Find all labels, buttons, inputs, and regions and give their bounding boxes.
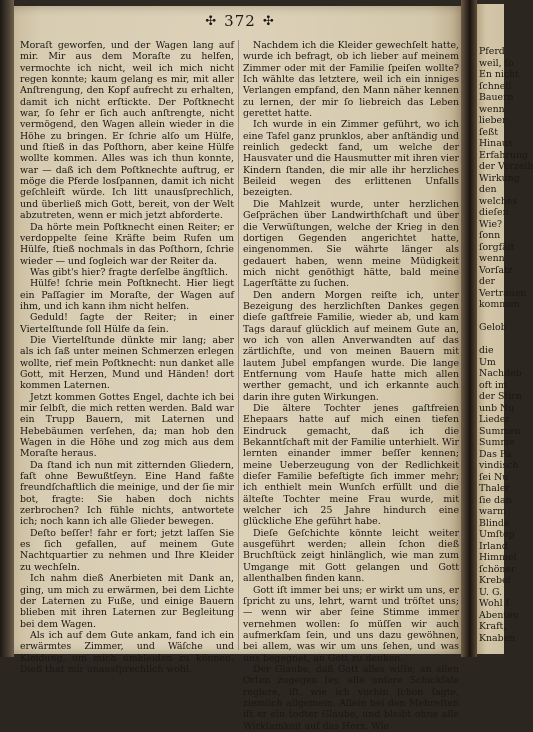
next-page-fragment: ſorgfält bbox=[479, 241, 515, 253]
paragraph: Jetzt kommen Gottes Engel, dachte ich bei mir ſelbſt, die mich retten werden. Bald war ein Trupp Bauern, mit Laternen und Hebebäumen verſehen, da; man hob den Wagen in die Höhe und zog mich aus dem Moraſte heraus. bbox=[20, 391, 234, 460]
next-page-fragment: Summe bbox=[479, 437, 515, 448]
next-page-fragment: Lieder bbox=[479, 414, 510, 425]
next-page-fragment: Irland bbox=[479, 540, 508, 552]
paragraph: Als ich auf dem Gute ankam, fand ich ein erwärmtes Zimmer, und Wäſche und Kleidung, um mich umkleiden zu können. Dieß that mir unausſprechlich wohl. bbox=[20, 629, 234, 675]
paragraph: Den andern Morgen reiſte ich, unter Bezeigung des herzlichſten Dankes gegen dieſe gaſtfreie Familie, wieder ab, und kam Tags darauf glücklich auf meinem Gute an, wo ich von allen Anverwandten auf das zärtlichſte, und von meinen Bauern mit lautem Jubel empfangen wurde. Die lange Entfernung vom Hauſe hatte mich allen werther gemacht, und ich erkannte auch darin ihre guten Wirkungen. bbox=[243, 289, 459, 403]
next-page-fragment: warm bbox=[479, 506, 506, 517]
header-ornament-left: ✣ bbox=[205, 14, 218, 29]
next-page-fragment: Himmel bbox=[479, 552, 517, 563]
paragraph: Deſto beſſer! fahr er fort; jetzt laſſen Sie es ſich gefallen, auf meinem Gute Nachtquartier zu nehmen und Ihre Kleider zu wechſeln. bbox=[20, 527, 234, 573]
left-page-edge bbox=[0, 0, 14, 657]
next-page-fragment: Wie? bbox=[479, 218, 503, 230]
paragraph: Moraſt geworfen, und der Wagen lang auf mir. Mir aus dem Moraſte zu helfen, vermochte ich nicht, weil ich mich nicht regen konnte; kaum gelang es mir, mit aller Anſtrengung, den Kopf aufrecht zu erhalten, damit ich nicht erſtickte. Der Poſtknecht war, ſo ſehr er ſich auch anſtrengte, nicht vermögend, den Wagen allein wieder in die Höhe zu bringen. Er ſchrie alſo um Hülfe, und ſtieß in das Poſthorn, aber keine Hülfe wollte kommen. Alles was ich thun konnte, war — daß ich dem Poſtknechte auftrug, er möge die Pferde losſpannen, damit ich nicht geſchleift würde. Ich litt unausſprechlich, und überließ mich Gott, bereit, von der Welt abzutreten, wenn er mich jetzt abforderte. bbox=[20, 40, 234, 222]
next-page-fragment: der bbox=[479, 276, 496, 287]
paragraph: Ich nahm dieß Anerbieten mit Dank an, ging, um mich zu erwärmen, bei dem Lichte der Laternen zu Fuße, und einige Bauern blieben mit ihren Laternen zur Begleitung bei dem Wagen. bbox=[20, 573, 234, 630]
paragraph: Der Glaube, daß Gott alles wiſſe, an allen Orten zugegen ſey, alle unſere Schickſale regiere, iſt, wie ich vorhin ſchon ſagte, ziemlich allgemein. Allein bei den Mehreſten iſt er ein todter Glaube, und bleibt ohne alle Wirkſamkeit auf das Herz. Wie bbox=[243, 663, 459, 732]
next-page-fragment: En nicht bbox=[479, 69, 519, 80]
next-page-fragment: Blinde bbox=[479, 517, 510, 529]
next-page-fragment: ſeßt bbox=[479, 126, 499, 138]
next-page-fragment: kommen bbox=[479, 299, 520, 310]
next-page-fragment: Abenteu bbox=[479, 609, 519, 621]
right-text-column bbox=[243, 40, 459, 732]
next-page-fragment: Nachdeb bbox=[479, 368, 522, 379]
next-page-fragment: die bbox=[479, 345, 494, 356]
left-text-column bbox=[20, 40, 234, 675]
next-page-fragment: Wirkung bbox=[479, 172, 520, 184]
next-page-fragment: ſonn bbox=[479, 230, 501, 241]
next-page-fragment: Krebel bbox=[479, 575, 511, 586]
next-page-fragment: ſei Nu bbox=[479, 471, 509, 483]
next-page-fragment: Thaler bbox=[479, 483, 510, 494]
next-page-fragment: den bbox=[479, 184, 497, 195]
next-page-fragment: ſchöner bbox=[479, 563, 516, 575]
page-number-line bbox=[14, 12, 466, 30]
paragraph: Die ältere Tochter jenes gaſtfreien Ehepaars hatte auf mich einen tiefen Eindruck gemacht, daß ich die Bekanntſchaft mit der Familie unterhielt. Wir lernten einander immer beſſer kennen; meine Ueberzeugung von der Redlichkeit dieſer Familie befeſtigte ſich immer mehr; ich enthielt mein Wunſch erfüllt und die älteſte Tochter meine Frau wurde, mit welcher ich 25 Jahre hindurch eine glückliche Ehe geführt habe. bbox=[243, 403, 459, 528]
page-header bbox=[14, 10, 466, 34]
paragraph: Ich wurde in ein Zimmer geführt, wo ich eine Tafel ganz prunklos, aber anſtändig und reinlich gedeckt fand, um welche der Hausvater und die Hausmutter mit ihren vier Kindern ſtanden, die mir alle ihr herzliches Beileid wegen des erlittenen Unfalls bezeigten. bbox=[243, 119, 459, 199]
next-page-fragment: Pferd bbox=[479, 46, 505, 57]
next-page-fragment-list bbox=[479, 46, 533, 644]
paragraph: Nachdem ich die Kleider gewechſelt hatte, wurde ich befragt, ob ich lieber auf meinem Zimmer oder mit der Familie ſpeiſen wollte? Ich wählte das letztere, weil ich ein inniges Verlangen empfand, den Mann näher kennen zu lernen, der mir ſo liebreich das Leben gerettet hatte. bbox=[243, 40, 459, 120]
next-page-fragment: dieſen bbox=[479, 207, 509, 218]
next-page-fragment: Gelob bbox=[479, 322, 507, 333]
next-page-fragment: Summen bbox=[479, 425, 521, 437]
next-page-fragment bbox=[479, 311, 519, 323]
next-page-fragment: Hinaus bbox=[479, 138, 513, 149]
next-page-fragment: Kraft, bbox=[479, 621, 507, 632]
paragraph: Da hörte mein Poſtknecht einen Reiter; er verdoppelte ſeine Kräfte beim Rufen um Hülfe, ſtieß nochmals in das Poſthorn, ſchrie wieder — und ſogleich war der Reiter da. bbox=[20, 221, 234, 267]
paragraph: Hülfe! ſchrie mein Poſtknecht. Hier liegt ein Paſſagier im Moraſte, der Wagen auf ihm, und ich kann ihm nicht helfen. bbox=[20, 278, 234, 312]
next-page-fragment: Wohl f bbox=[479, 598, 510, 609]
paragraph: Gott iſt immer bei uns; er wirkt um uns, er ſpricht zu uns, lehrt, warnt und tröſtet uns; — wenn wir aber ſeine Stimme immer vernehmen wollen: ſo müſſen wir auch aufmerkſam ſein, und uns dazu gewöhnen, bei allem, was wir um uns ſehen, und was uns begegnet, an Gott zu denken. bbox=[243, 584, 459, 664]
next-page-fragment: U. G. bbox=[479, 586, 503, 598]
paragraph: Die Mahlzeit wurde, unter herzlichen Geſprächen über Landwirthſchaft und über die Verwüſtungen, welche der Krieg in den dortigen Gegenden angerichtet hatte, eingenommen. Sie währte länger als gedauert haben, wenn meine Müdigkeit mich nicht genöthigt hätte, bald meine Lagerſtätte zu ſuchen. bbox=[243, 198, 459, 290]
next-page-fragment: Das Pa bbox=[479, 448, 512, 460]
next-page-fragment: weil, ſo bbox=[479, 57, 514, 69]
next-page-fragment: vindisch bbox=[479, 460, 519, 471]
header-ornament-right: ✣ bbox=[262, 14, 275, 29]
next-page-fragment: oft im bbox=[479, 379, 507, 391]
next-page-fragment: lieber bbox=[479, 115, 507, 126]
next-page-fragment: Erfahrung bbox=[479, 149, 528, 161]
next-page-fragment: unb Nu bbox=[479, 402, 515, 414]
column-divider bbox=[238, 40, 239, 650]
next-page-fragment: Vorſatz bbox=[479, 264, 513, 276]
next-page-fragment: welches bbox=[479, 195, 518, 207]
next-page-fragment: Bauern bbox=[479, 92, 514, 103]
next-page-fragment: ſie dan bbox=[479, 494, 512, 506]
next-page-fragment: der Verzeih bbox=[479, 161, 533, 172]
next-page-fragment bbox=[479, 334, 519, 346]
paragraph: Dieſe Geſchichte könnte leicht weiter ausgeführt werden; allein ſchon dieß Bruchſtück zeigt hinlänglich, wie man zum Umgange mit Gott gelangen und Gott allenthalben finden kann. bbox=[243, 527, 459, 585]
next-page-fragment: Um bbox=[479, 356, 496, 368]
paragraph: Was gibt's hier? fragte derſelbe ängſtlich. bbox=[30, 266, 228, 278]
next-page-fragment: wenn bbox=[479, 103, 505, 115]
next-page-fragment: Vertrauen bbox=[479, 287, 527, 299]
paragraph: Die Viertelſtunde dünkte mir lang; aber als ich ſaß unter meinen Schmerzen erlegen wollte, rief mein Poſtknecht: nun danket alle Gott, mit Herzen, Mund und Händen! dort kommen Laternen. bbox=[20, 334, 234, 392]
next-page-fragment: der Stirn bbox=[479, 391, 522, 402]
next-page-edge bbox=[477, 4, 533, 654]
book-gutter bbox=[461, 0, 477, 657]
next-page-fragment: ſchnell bbox=[479, 80, 512, 92]
next-page-fragment: Umſtep bbox=[479, 529, 515, 540]
next-page-fragment: wenn bbox=[479, 253, 505, 264]
page-number: 372 bbox=[224, 12, 256, 30]
paragraph: Da ſtand ich nun mit zitternden Gliedern, faſt ohne Bewußtſeyn. Eine Hand faßte freundſchaftlich die meinige, und der ſie mir bot, fragte: Sie haben doch nichts zerbrochen? Ich fühle nichts, antwortete ich; noch kann ich alle Glieder bewegen. bbox=[20, 459, 234, 528]
paragraph: Geduld! ſagte der Reiter; in einer Viertelſtunde ſoll Hülfe da ſein. bbox=[20, 312, 234, 335]
next-page-fragment: Knaben bbox=[479, 632, 516, 644]
